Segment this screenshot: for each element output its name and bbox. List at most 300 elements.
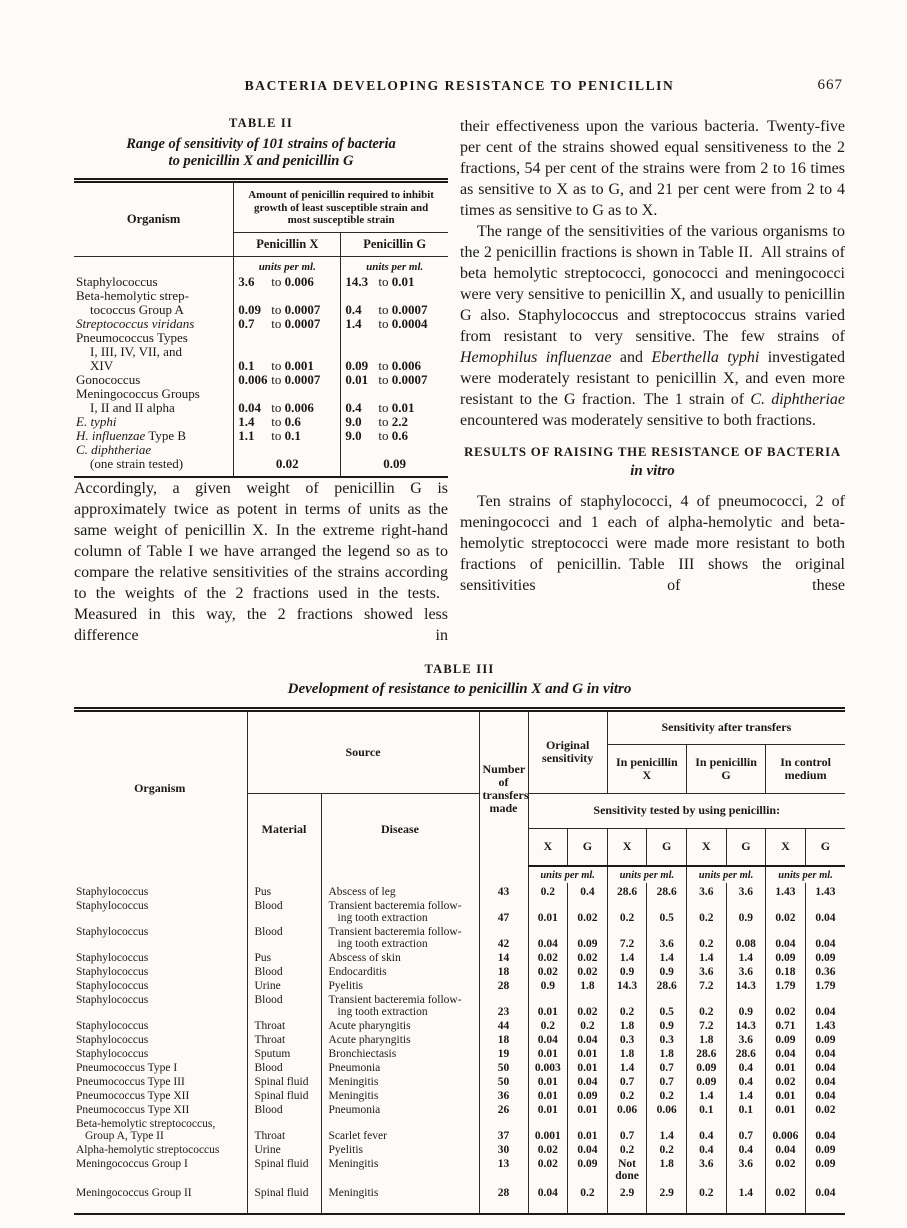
value-cell: 0.09 to 0.0007 [234,289,341,317]
value-cell: 9.0 to 2.2 [345,413,408,429]
table3-header-disease: Disease [321,793,479,866]
table3-caption: Development of resistance to penicillin X and G in vitro [287,680,632,697]
two-column-region [74,116,845,646]
value-cell: 0.01 [528,1075,568,1089]
material-cell: Throat [247,1117,321,1143]
value-cell: 1.4 [647,951,687,965]
table3-header-x: X [528,829,568,866]
value-cell: 0.2 [568,1019,608,1033]
table3-header-x: X [766,829,806,866]
value-cell: 1.43 [815,885,836,898]
value-cell: 1.8 [607,1019,647,1033]
value-cell: 1.4 [607,1061,647,1075]
value-cell: 1.4 to 0.0004 [345,315,428,331]
table-row [74,1019,845,1033]
value-cell: 0.001 [528,1117,568,1143]
value-cell: 0.2 [607,1089,647,1103]
value-cell: 0.02 [766,899,806,925]
value-cell: 0.2 [647,1089,687,1103]
table-row [74,1089,845,1103]
table-row [74,1061,845,1075]
table3-section [74,662,845,1215]
value-cell: 0.02 [766,1183,806,1214]
value-cell: 1.4 [686,951,726,965]
value-cell: 0.1 to 0.001 [234,331,341,373]
value-cell: 0.006 [766,1117,806,1143]
value-cell: 3.6 [726,1157,766,1183]
value-cell: 0.9 [726,993,766,1019]
value-cell: 0.5 [647,899,687,925]
table2-header-penicillin-g: Penicillin G [341,232,448,256]
table-row [74,289,448,317]
transfers-cell: 50 [479,1075,528,1089]
material-cell: Throat [247,1033,321,1047]
value-cell: 0.01 to 0.0007 [345,371,428,387]
value-cell: 1.4 to 0.6 [234,415,341,429]
organism-cell: Staphylococcus [74,883,247,899]
table-row [74,331,448,373]
table-row [74,1143,845,1157]
value-cell: 0.09 [686,1061,726,1075]
value-cell: 14.3 [607,979,647,993]
value-cell: 14.3 [726,1019,766,1033]
value-cell: 0.01 [528,1103,568,1117]
value-cell: 1.4 [686,1089,726,1103]
table2-body [74,256,448,477]
value-cell: 14.3 to 0.01 [345,273,415,289]
table-row [74,373,448,387]
value-cell: 0.4 [726,1075,766,1089]
value-cell: 0.36 [815,965,836,978]
value-cell: 0.04 [568,1075,608,1089]
value-cell: 0.7 [607,1075,647,1089]
organism-cell: Pneumococcus Type III [74,1075,247,1089]
value-cell: 3.6 [686,1157,726,1183]
value-cell: 0.01 [568,1047,608,1061]
value-cell: 0.04 [528,1183,568,1214]
page-number: 667 [817,77,843,93]
value-cell: 0.7 [607,1117,647,1143]
value-cell: 0.09 [815,1157,836,1170]
value-cell: 0.01 [766,1103,806,1117]
value-cell: 0.2 [528,883,568,899]
value-cell: 0.04 [815,1047,836,1060]
value-cell: 1.4 [647,1117,687,1143]
value-cell: 1.43 [815,1019,836,1032]
transfers-cell: 18 [479,965,528,979]
organism-cell: Pneumococcus Types I, III, IV, VII, and XIV [74,331,234,373]
table-row [74,1157,845,1183]
table3-header-original-sensitivity: Original sensitivity [528,709,607,793]
value-cell: 0.04 to 0.006 [234,387,341,415]
value-cell: 0.01 [528,899,568,925]
value-cell: 0.2 [528,1019,568,1033]
value-cell: 28.6 [607,883,647,899]
value-cell: 1.8 [607,1047,647,1061]
units-row [74,256,448,274]
value-cell: 0.01 [528,1047,568,1061]
value-cell: 0.4 [726,1143,766,1157]
disease-cell: Bronchiectasis [321,1047,479,1061]
value-cell: 0.7 [647,1075,687,1089]
table2-caption-line2: to penicillin X and penicillin G [168,153,354,169]
material-cell: Urine [247,979,321,993]
value-cell: 3.6 [726,965,766,979]
value-cell: 0.04 [815,937,836,950]
value-cell: 0.2 [607,993,647,1019]
value-cell: 0.09 [815,1033,836,1046]
table2-header-amount: Amount of penicillin required to inhibit growth of least susceptible strain and most susceptible strain [234,181,448,233]
transfers-cell: 13 [479,1157,528,1183]
value-cell: 0.09 [383,455,407,471]
table-row [74,979,845,993]
value-cell: 0.04 [568,1033,608,1047]
section-subheading: in vitro [630,463,675,479]
material-cell: Throat [247,1019,321,1033]
value-cell: 1.8 [686,1033,726,1047]
organism-cell: Pneumococcus Type XII [74,1103,247,1117]
table3-header-in-penicillin-g: In penicillin G [686,744,765,793]
value-cell: 0.9 [726,899,766,925]
value-cell: 0.2 [686,993,726,1019]
material-cell: Pus [247,883,321,899]
table-row [74,387,448,415]
section-heading: RESULTS OF RAISING THE RESISTANCE OF BACTERIA [464,445,841,459]
table2 [74,178,448,478]
paragraph-ten-strains: Ten strains of staphylococci, 4 of pneumococci, 2 of meningococci and 1 each of alpha-hemolytic and beta-hemolytic streptococci were made more resistant to both fractions of penicillin. Table III shows the original sensitivities of these [460,493,845,594]
value-cell: 0.02 [568,899,608,925]
material-cell: Blood [247,925,321,951]
organism-cell: Meningococcus Group I [74,1157,247,1183]
right-column [460,116,845,596]
value-cell: 0.04 [815,1061,836,1074]
value-cell: 0.02 [528,1143,568,1157]
value-cell: 0.04 [528,1033,568,1047]
transfers-cell: 30 [479,1143,528,1157]
value-cell: 0.01 [528,993,568,1019]
units-label: units per ml. [686,866,765,883]
running-head [74,78,845,96]
units-row [74,866,845,883]
organism-cell: Pneumococcus Type I [74,1061,247,1075]
units-label: units per ml. [607,866,686,883]
table3-header-g: G [805,829,845,866]
value-cell: 0.04 [568,1143,608,1157]
table-row [74,1117,845,1143]
table-row [74,965,845,979]
disease-cell: Abscess of leg [321,883,479,899]
value-cell: 0.02 [234,443,341,477]
table3-header-g: G [647,829,687,866]
table3-header-source: Source [247,709,479,793]
organism-cell: Pneumococcus Type XII [74,1089,247,1103]
table3-header-x: X [607,829,647,866]
organism-cell: Staphylococcus [74,965,247,979]
disease-cell: Transient bacteremia follow- ing tooth extraction [321,993,479,1019]
value-cell: 3.6 [726,883,766,899]
value-cell: 0.2 [607,1143,647,1157]
value-cell: 2.9 [607,1183,647,1214]
table3-header-in-penicillin-x: In penicillin X [607,744,686,793]
value-cell: 1.1 to 0.1 [234,429,341,443]
table3-body [74,866,845,1214]
table3-header-after-transfers: Sensitivity after transfers [607,709,845,744]
value-cell: 28.6 [726,1047,766,1061]
value-cell: 0.01 [766,1061,806,1075]
value-cell: 0.4 to 0.0007 [345,301,428,317]
units-label: units per ml. [778,869,833,881]
material-cell: Blood [247,993,321,1019]
value-cell: 0.2 [686,925,726,951]
table-row [74,1075,845,1089]
value-cell: 0.1 [686,1103,726,1117]
left-column [74,116,448,646]
value-cell: 28.6 [647,979,687,993]
transfers-cell: 42 [479,925,528,951]
table2-caption [74,136,448,170]
value-cell: 0.02 [568,951,608,965]
transfers-cell: 18 [479,1033,528,1047]
value-cell: 3.6 [726,1033,766,1047]
material-cell: Spinal fluid [247,1075,321,1089]
value-cell: 0.01 [766,1089,806,1103]
value-cell: 0.02 [766,1075,806,1089]
value-cell: 0.02 [568,965,608,979]
value-cell: 9.0 to 0.6 [345,427,408,443]
table-row [74,429,448,443]
disease-cell: Endocarditis [321,965,479,979]
running-head-title: BACTERIA DEVELOPING RESISTANCE TO PENICILLIN [244,78,675,93]
units-label: units per ml. [366,260,424,273]
value-cell: 0.09 [686,1075,726,1089]
value-cell: 0.09 [568,1157,608,1183]
value-cell: 0.08 [726,925,766,951]
table-row [74,317,448,331]
table-row [74,899,845,925]
transfers-cell: 37 [479,1117,528,1143]
organism-cell: E. typhi [74,415,234,429]
disease-cell: Meningitis [321,1183,479,1214]
value-cell: 0.04 [815,1005,836,1018]
value-cell: 0.2 [607,899,647,925]
disease-cell: Abscess of skin [321,951,479,965]
table2-label: TABLE II [229,116,293,130]
value-cell: 0.4 [686,1143,726,1157]
value-cell: 0.04 [815,1075,836,1088]
paragraph-effectiveness: their effectiveness upon the various bacteria. Twenty-five per cent of the strains showed equal sensitiveness to the 2 fractions, 54 per cent of the strains were from 2 to 16 times as sensitive to X as to G, and 21 per cent were from 2 to 4 times as sensitive to G as to X. [460,118,845,219]
organism-cell: Meningococcus Groups I, II and II alpha [74,387,234,415]
value-cell: 7.2 [607,925,647,951]
organism-cell: Staphylococcus [74,1047,247,1061]
material-cell: Spinal fluid [247,1157,321,1183]
value-cell: 0.04 [528,925,568,951]
value-cell: 7.2 [686,1019,726,1033]
value-cell: 1.4 [607,951,647,965]
value-cell: 0.02 [568,993,608,1019]
value-cell: 3.6 [686,965,726,979]
value-cell: 0.7 [726,1117,766,1143]
organism-cell: C. diphtheriae (one strain tested) [74,443,234,477]
table3-header-x: X [686,829,726,866]
value-cell: 0.4 [726,1061,766,1075]
organism-cell: Streptococcus viridans [74,317,234,331]
table-row [74,1103,845,1117]
organism-cell: Staphylococcus [74,274,234,289]
material-cell: Pus [247,951,321,965]
disease-cell: Meningitis [321,1157,479,1183]
value-cell: 0.01 [568,1117,608,1143]
value-cell: 28.6 [647,883,687,899]
value-cell: 0.01 [528,1089,568,1103]
value-cell: 0.2 [686,899,726,925]
organism-cell: Staphylococcus [74,925,247,951]
transfers-cell: 28 [479,979,528,993]
material-cell: Sputum [247,1047,321,1061]
organism-cell: Staphylococcus [74,899,247,925]
table-row [74,1183,845,1214]
table3 [74,707,845,1215]
value-cell: 0.9 [647,1019,687,1033]
material-cell: Blood [247,965,321,979]
table3-header-g: G [568,829,608,866]
value-cell: 0.04 [815,1089,836,1102]
value-cell: 14.3 [726,979,766,993]
organism-cell: Gonococcus [74,373,234,387]
organism-cell: Staphylococcus [74,993,247,1019]
disease-cell: Pneumonia [321,1103,479,1117]
disease-cell: Meningitis [321,1075,479,1089]
table2-header-organism: Organism [74,181,234,257]
value-cell: 0.02 [766,993,806,1019]
table3-header-tested-by: Sensitivity tested by using penicillin: [528,793,845,829]
organism-cell: Beta-hemolytic strep- tococcus Group A [74,289,234,317]
disease-cell: Scarlet fever [321,1117,479,1143]
value-cell: 2.9 [647,1183,687,1214]
value-cell: 3.6 [647,925,687,951]
value-cell: 1.79 [815,979,836,992]
value-cell: 0.71 [766,1019,806,1033]
disease-cell: Pyelitis [321,979,479,993]
units-label: units per ml. [528,866,607,883]
table2-header-penicillin-x: Penicillin X [234,232,341,256]
transfers-cell: 44 [479,1019,528,1033]
disease-cell: Meningitis [321,1089,479,1103]
value-cell: 0.01 [568,1103,608,1117]
value-cell: 0.2 [568,1183,608,1214]
value-cell: 0.01 [568,1061,608,1075]
table-row [74,415,448,429]
value-cell: 0.04 [815,911,836,924]
value-cell: 0.09 to 0.006 [345,357,421,373]
value-cell: 0.04 [815,1186,836,1199]
table3-header-in-control-medium: In control medium [766,744,845,793]
organism-cell: Beta-hemolytic streptococcus, Group A, Type II [74,1117,247,1143]
value-cell: 0.006 to 0.0007 [234,373,341,387]
disease-cell: Transient bacteremia follow- ing tooth extraction [321,899,479,925]
material-cell: Spinal fluid [247,1183,321,1214]
transfers-cell: 50 [479,1061,528,1075]
value-cell: 28.6 [686,1047,726,1061]
value-cell: 0.09 [568,925,608,951]
table2-caption-line1: Range of sensitivity of 101 strains of bacteria [126,136,396,152]
value-cell: 0.9 [647,965,687,979]
transfers-cell: 14 [479,951,528,965]
disease-cell: Pneumonia [321,1061,479,1075]
value-cell: 0.4 [686,1117,726,1143]
disease-cell: Acute pharyngitis [321,1019,479,1033]
value-cell: 0.18 [766,965,806,979]
value-cell: 0.02 [528,951,568,965]
transfers-cell: 36 [479,1089,528,1103]
value-cell: 1.8 [647,1047,687,1061]
transfers-cell: 43 [479,883,528,899]
value-cell: 7.2 [686,979,726,993]
organism-cell: H. influenzae Type B [74,429,234,443]
table3-header-organism: Organism [74,709,247,866]
value-cell: 0.09 [815,1143,836,1156]
value-cell: 0.09 [815,951,836,964]
value-cell: 0.02 [528,1157,568,1183]
value-cell: 0.3 [647,1033,687,1047]
paragraph-accordingly: Accordingly, a given weight of penicillin G is approximately twice as potent in terms of units as the same weight of penicillin X. In the extreme right-hand column of Table I we have arranged the legend so as to compare the relative sensitivities of the strains according to the weights of the 2 fractions used in the tests. Measured in this way, the 2 fractions showed less difference in [74,479,448,644]
value-cell: 0.9 [607,965,647,979]
material-cell: Blood [247,1061,321,1075]
value-cell: 1.43 [766,883,806,899]
value-cell: 0.02 [815,1103,836,1116]
value-cell: 0.09 [568,1089,608,1103]
organism-cell: Alpha-hemolytic streptococcus [74,1143,247,1157]
organism-cell: Staphylococcus [74,951,247,965]
transfers-cell: 47 [479,899,528,925]
table-row [74,883,845,899]
value-cell: 0.003 [528,1061,568,1075]
material-cell: Spinal fluid [247,1089,321,1103]
value-cell: 0.02 [766,1157,806,1183]
value-cell: 0.02 [528,965,568,979]
table-row [74,951,845,965]
value-cell: Not done [607,1157,647,1183]
value-cell: 0.7 to 0.0007 [234,317,341,331]
organism-cell: Staphylococcus [74,979,247,993]
value-cell: 0.9 [528,979,568,993]
table-row [74,993,845,1019]
value-cell: 0.4 [568,883,608,899]
table-row [74,443,448,477]
transfers-cell: 26 [479,1103,528,1117]
transfers-cell: 23 [479,993,528,1019]
value-cell: 1.4 [726,1183,766,1214]
disease-cell: Acute pharyngitis [321,1033,479,1047]
value-cell: 1.4 [726,1089,766,1103]
table-row [74,1047,845,1061]
value-cell: 1.8 [568,979,608,993]
value-cell: 0.4 to 0.01 [345,399,415,415]
value-cell: 0.3 [607,1033,647,1047]
table3-header-material: Material [247,793,321,866]
transfers-cell: 28 [479,1183,528,1214]
transfers-cell: 19 [479,1047,528,1061]
value-cell: 0.09 [766,1033,806,1047]
value-cell: 0.04 [766,1047,806,1061]
material-cell: Urine [247,1143,321,1157]
value-cell: 0.04 [815,1129,836,1142]
value-cell: 1.4 [726,951,766,965]
table-row [74,274,448,289]
organism-cell: Meningococcus Group II [74,1183,247,1214]
value-cell: 0.7 [647,1061,687,1075]
table-row [74,925,845,951]
table-row [74,1033,845,1047]
